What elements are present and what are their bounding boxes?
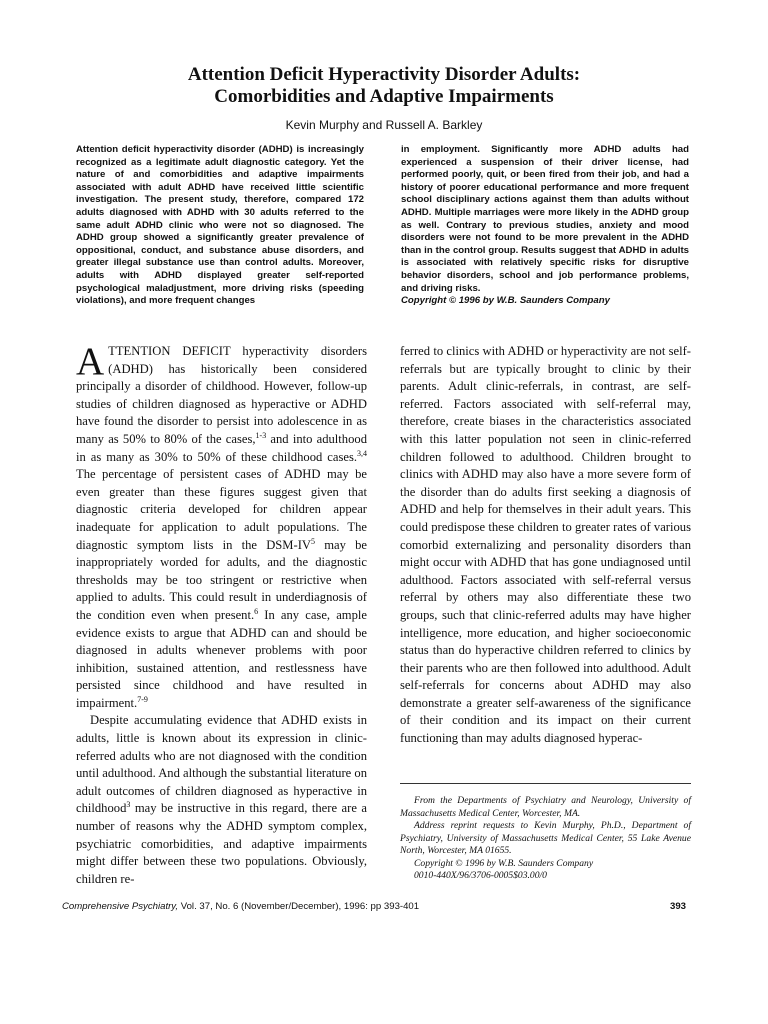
reference-marker[interactable]: 1-3 xyxy=(255,430,267,440)
abstract-copyright: Copyright © 1996 by W.B. Saunders Company xyxy=(401,295,610,307)
author-list: Kevin Murphy and Russell A. Barkley xyxy=(285,118,483,132)
title-line-1: Attention Deficit Hyperactivity Disorder Adults: xyxy=(187,64,581,85)
journal-citation: Vol. 37, No. 6 (November/December), 1996: pp 393-401 xyxy=(178,901,420,912)
body-text: and into adulthood in as many as 30% to 50% of these childhood cases. xyxy=(76,431,367,464)
journal-name: Comprehensive Psychiatry, xyxy=(62,901,179,912)
abstract-text-left: Attention deficit hyperactivity disorder (ADHD) is increasingly recognized as a legitimate adult diagnostic category. Yet the nature of and comorbidities and adaptive impairments associated with adult ADHD have received little scientific investigation. The present study, therefore, compared 172 adults diagnosed with ADHD with 30 adults referred to the same adult ADHD clinic who were not so diagnosed. The ADHD group showed a significantly greater prevalence of oppositional, conduct, and substance abuse disorders, and greater illegal substance use than control adults. Moreover, adults with ADHD displayed greater self-reported psychological maladjustment, more driving risks (speeding violations), and more frequent changes xyxy=(76,144,364,307)
body-paragraph-1 xyxy=(76,340,367,712)
abstract-column-left xyxy=(76,144,364,308)
body-text: may be instructive in this regard, there are a number of reasons why the ADHD symptom complex, psychiatric comorbidities, and adaptive impairments might differ between these two populations. Obviously, children re- xyxy=(76,801,367,886)
body-text: In any case, ample evidence exists to argue that ADHD can and should be diagnosed in adults whenever problems with poor inhibition, sustained attention, and restlessness have persisted since childhood and have resulted in impairment. xyxy=(76,607,367,710)
reference-marker[interactable]: 5 xyxy=(310,536,315,546)
body-paragraph-2 xyxy=(76,712,367,888)
body-paragraph-3: ferred to clinics with ADHD or hyperactivity are not self-referrals but are typically brought to clinic by their parents. Adult clinic-referrals, in contrast, are self-referred. Factors associated with self-referral may, therefore, create biases in the characteristics associated with this latter population not seen in clinic-referred children followed to adulthood. Children brought to clinics with ADHD may also have a more severe form of the disorder than do adults first seeking a diagnosis of ADHD and help for themselves in their adult years. This could predispose these children to greater rates of various comorbid externalizing and personality disorders than might occur with ADHD that has gone undiagnosed until adulthood. Factors associated with self-referral versus referral by others may also differentiate these two groups, such that clinic-referred adults may have higher intelligence, more education, and higher socioeconomic status than do hyperactive children referred to clinics by their parents who are then followed into adulthood. Adult self-referrals for concerns about ADHD may also demonstrate a greater self-awareness of the significance of their condition and its impact on their current functioning than may adults diagnosed hyperac- xyxy=(400,344,691,746)
footnote-divider xyxy=(400,783,691,784)
page-number: 393 xyxy=(669,901,686,912)
footnote-block xyxy=(400,795,691,883)
body-text: The percentage of persistent cases of ADHD may be even greater than these figures suggest given that diagnostic criteria developed for children appear inadequate for application to adult populations. The diagnostic symptom lists in the DSM-IV xyxy=(76,467,367,552)
reference-marker[interactable]: 3,4 xyxy=(357,448,367,458)
abstract-text-right: in employment. Significantly more ADHD adults had experienced a suspension of their driver license, had performed poorly, quit, or been fired from their job, and had a history of poorer educational performance and more frequent school disciplinary actions against them than adults without ADHD. Multiple marriages were more likely in the ADHD group as well. Contrary to previous studies, anxiety and mood disorders were not found to be more prevalent in the ADHD than in the control group. Results suggest that ADHD in adults is associated with relatively specific risks for disruptive behavior disorders, school and job performance problems, and driving risks. xyxy=(401,144,689,294)
footnote-affiliation: From the Departments of Psychiatry and Neurology, University of Massachusetts Medical Center, Worcester, MA. xyxy=(400,795,691,819)
body-text: Despite accumulating evidence that ADHD exists in adults, little is known about its expression in clinic-referred adults who are not diagnosed with the condition until adulthood. And although the substantial literature on adult outcomes of children diagnosed as hyperactive in childhood xyxy=(76,713,368,816)
title-line-2: Comorbidities and Adaptive Impairments xyxy=(214,86,554,107)
body-column-right xyxy=(400,343,691,748)
footnote-reprint: Address reprint requests to Kevin Murphy, Ph.D., Department of Psychiatry, University of Massachusetts Medical Center, 55 Lake Avenue North, Worcester, MA 01655. xyxy=(400,820,691,856)
reference-marker[interactable]: 6 xyxy=(254,606,259,616)
body-text: TTENTION DEFICIT hyperactivity disorders (ADHD) has historically been considered principally a disorder of childhood. However, follow-up studies of children diagnosed as hyperactive or ADHD have found the disorder to persist into adolescence in as many as 50% to 80% of the cases, xyxy=(76,344,367,446)
abstract-column-right xyxy=(401,144,689,308)
reference-marker[interactable]: 7-9 xyxy=(137,694,148,704)
reference-marker[interactable]: 3 xyxy=(126,800,131,810)
footnote-copyright: Copyright © 1996 by W.B. Saunders Company xyxy=(414,857,594,869)
body-column-left xyxy=(76,340,368,888)
article-title xyxy=(60,64,708,108)
footnote-code: 0010-440X/96/3706-0005$03.00/0 xyxy=(414,870,547,881)
page-footer xyxy=(62,901,686,913)
drop-cap: A xyxy=(76,340,105,383)
body-text: may be inappropriately worded for adults, and the diagnostic thresholds may be too stringent or restrictive when applied to adults. This could result in underdiagnosis of the condition even when present. xyxy=(76,537,367,622)
